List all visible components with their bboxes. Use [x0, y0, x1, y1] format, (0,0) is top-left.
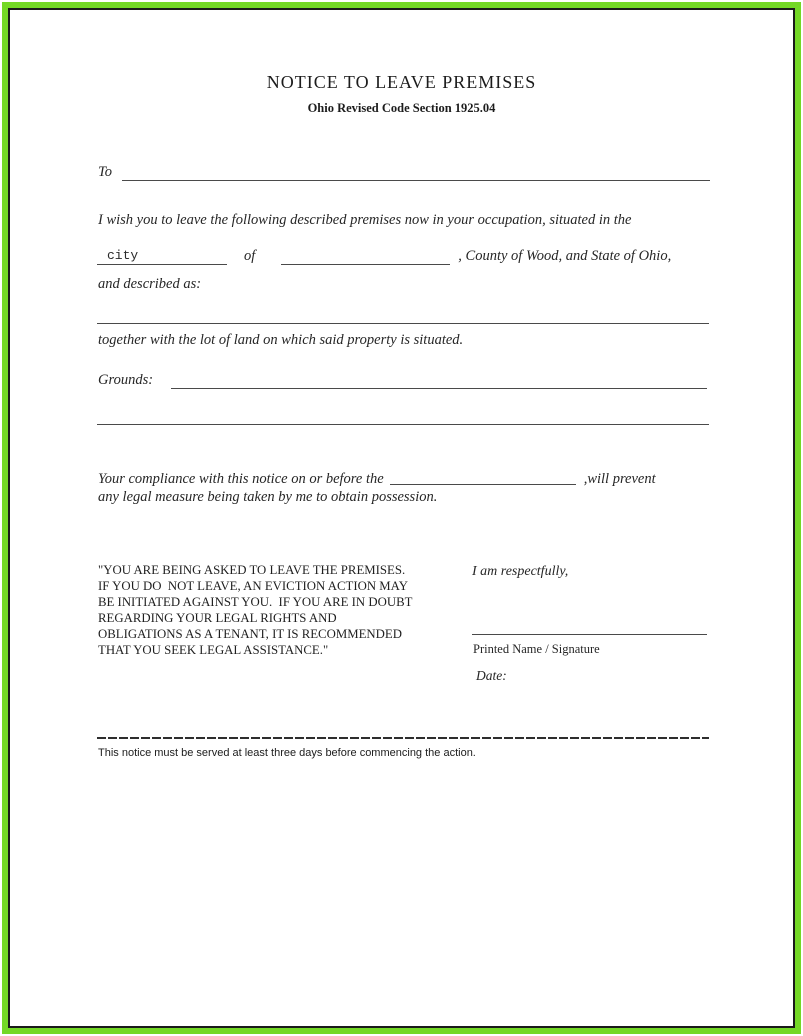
description-field-line[interactable] — [97, 323, 709, 324]
warning-line: REGARDING YOUR LEGAL RIGHTS AND — [98, 610, 337, 625]
grounds-field-line[interactable] — [171, 372, 707, 389]
printed-name-label: Printed Name / Signature — [473, 642, 600, 656]
eviction-warning-text — [98, 563, 443, 658]
page-subtitle: Ohio Revised Code Section 1925.04 — [307, 101, 496, 115]
respectfully-text: I am respectfully, — [472, 564, 569, 579]
footer-note: This notice must be served at least three days before commencing the action. — [98, 747, 476, 759]
to-label: To — [98, 164, 112, 180]
compliance-text-after: ,will prevent — [583, 470, 656, 487]
to-row — [98, 164, 710, 181]
grounds-row — [98, 372, 707, 389]
page-title: NOTICE TO LEAVE PREMISES — [266, 72, 537, 92]
municipality-field-line[interactable] — [281, 248, 450, 265]
compliance-text-before: Your compliance with this notice on or before the — [98, 470, 384, 487]
intro-text: I wish you to leave the following described premises now in your occupation, situated in the — [98, 212, 632, 228]
city-field[interactable]: city — [97, 248, 227, 265]
footer-divider — [97, 737, 709, 739]
green-frame — [2, 2, 801, 1034]
together-text: together with the lot of land on which said property is situated. — [98, 332, 464, 348]
location-row — [97, 248, 707, 265]
compliance-row — [98, 468, 708, 488]
grounds-field-line-2[interactable] — [97, 424, 709, 425]
warning-line: BE INITIATED AGAINST YOU. IF YOU ARE IN DOUBT — [98, 594, 413, 609]
county-state-text: , County of Wood, and State of Ohio, — [458, 248, 672, 264]
warning-line: "YOU ARE BEING ASKED TO LEAVE THE PREMISES. — [98, 563, 406, 577]
described-as-label: and described as: — [98, 276, 202, 292]
compliance-text-line2: any legal measure being taken by me to obtain possession. — [98, 489, 438, 505]
warning-line: IF YOU DO NOT LEAVE, AN EVICTION ACTION MAY — [98, 578, 408, 593]
signature-field-line[interactable] — [472, 634, 707, 635]
date-label: Date: — [476, 668, 507, 683]
warning-line: OBLIGATIONS AS A TENANT, IT IS RECOMMENDED — [98, 626, 402, 641]
notice-sheet — [8, 8, 795, 1028]
to-field-line[interactable] — [122, 164, 710, 181]
grounds-label: Grounds: — [98, 372, 154, 388]
of-label: of — [244, 248, 256, 264]
compliance-date-line[interactable] — [390, 468, 576, 485]
warning-line: THAT YOU SEEK LEGAL ASSISTANCE." — [98, 642, 329, 657]
